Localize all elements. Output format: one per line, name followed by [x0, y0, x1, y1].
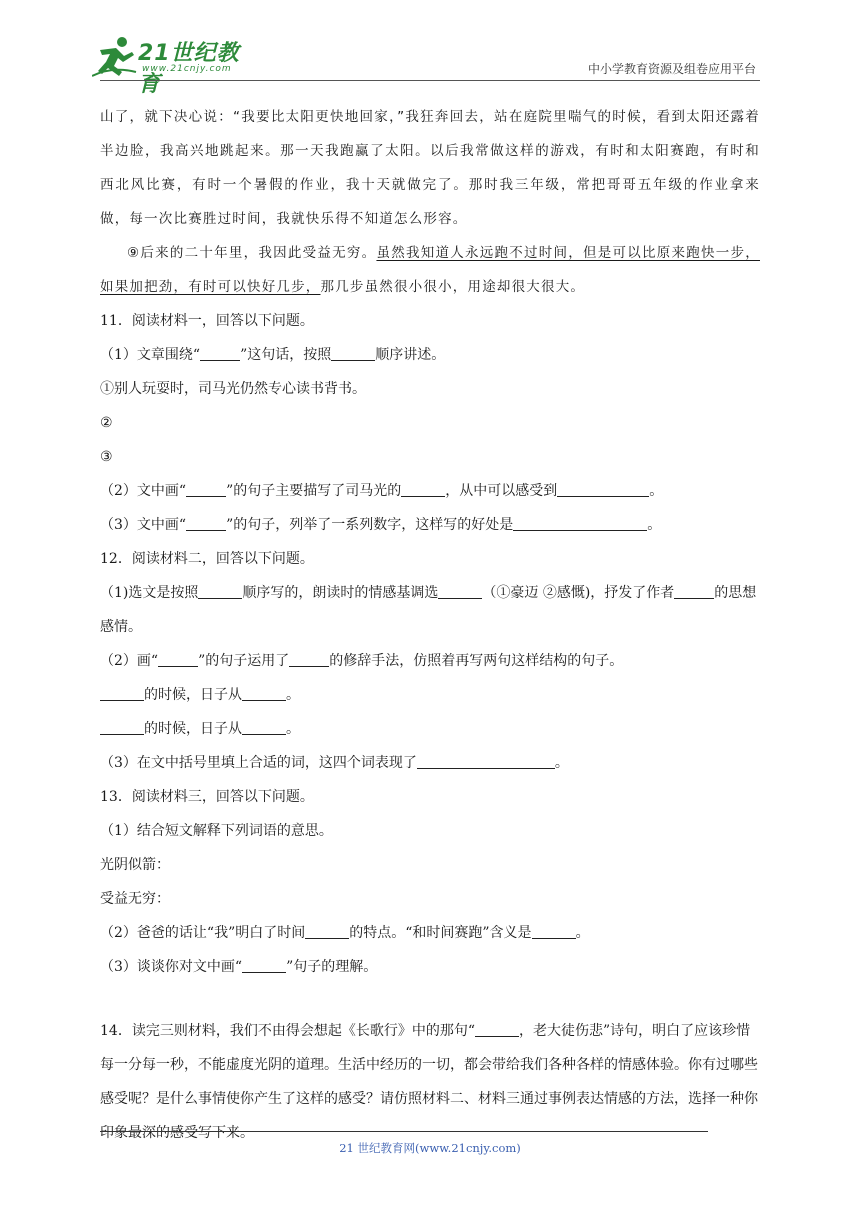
passage-text: ⑨后来的二十年里，我因此受益无穷。: [127, 245, 377, 261]
answer-blank[interactable]: [289, 652, 329, 667]
content: [100, 100, 760, 1150]
question-text: （3）文中画“: [100, 517, 187, 533]
question-text: ”的句子运用了: [198, 653, 290, 669]
question-12-2: [100, 644, 760, 678]
answer-blank[interactable]: [242, 958, 286, 973]
question-text: （2）爸爸的话让“我”明白了时间: [100, 925, 306, 941]
answer-blank[interactable]: [532, 924, 576, 939]
question-text: 的特点。“和时间赛跑”含义是: [349, 925, 532, 941]
question-text: （1)选文是按照: [100, 585, 199, 601]
question-text: ”的句子，列举了一系列数字，这样写的好处是: [226, 517, 514, 533]
imitation-line-2: [100, 712, 760, 746]
list-item: ②: [100, 415, 113, 431]
question-11-1: [100, 338, 760, 372]
answer-blank[interactable]: [198, 584, 242, 599]
answer-blank[interactable]: [200, 346, 240, 361]
answer-blank[interactable]: [100, 720, 144, 735]
question-text: 14．读完三则材料，我们不由得会想起《长歌行》中的那句“: [100, 1023, 475, 1039]
question-12-3: [100, 746, 760, 780]
runner-logo-icon: [92, 36, 138, 78]
answer-blank[interactable]: [242, 720, 286, 735]
spacer: [100, 984, 760, 1014]
question-text: 。: [649, 483, 664, 499]
question-12-1: [100, 576, 760, 644]
logo-url: www.21cnjy.com: [142, 64, 232, 74]
question-13-1: （1）结合短文解释下列词语的意思。: [100, 823, 333, 839]
question-text: （1）文章围绕“: [100, 347, 201, 363]
header-divider: [100, 80, 760, 81]
answer-blank[interactable]: [401, 482, 445, 497]
imitation-line-1: [100, 678, 760, 712]
footer-divider: [100, 1131, 708, 1132]
question-text: ”这句话，按照: [240, 347, 332, 363]
word-definition-1: 光阴似箭：: [100, 857, 170, 873]
passage-text: 那几步虽然很小很小，用途却很大很大。: [320, 279, 586, 295]
question-text: （2）画“: [100, 653, 159, 669]
platform-name: 中小学教育资源及组卷应用平台: [587, 62, 756, 76]
answer-blank[interactable]: [186, 516, 226, 531]
question-text: 的时候，日子从: [144, 721, 242, 737]
answer-blank[interactable]: [557, 482, 649, 497]
list-item: ③: [100, 449, 113, 465]
question-text: （①豪迈 ②感慨)，抒发了作者: [482, 585, 675, 601]
question-text: 顺序写的，朗读时的情感基调选: [242, 585, 439, 601]
list-item: ①别人玩耍时，司马光仍然专心读书背书。: [100, 381, 366, 397]
question-text: 的修辞手法，仿照着再写两句这样结构的句子。: [329, 653, 624, 669]
question-12-title: 12．阅读材料二，回答以下问题。: [100, 551, 314, 567]
answer-blank[interactable]: [186, 482, 226, 497]
question-text: 的思想感情。: [100, 585, 757, 635]
passage-text: 山了，就下决心说：“我要比太阳更快地回家，”我狂奔回去，站在庭院里喘气的时候，看到太阳还露着半边脸，我高兴地跳起来。那一天我跑赢了太阳。以后我常做这样的游戏，有时和太阳赛跑，有时和西北风比赛，有时一个暑假的作业，我十天就做完了。那时我三年级，常把哥哥五年级的作业拿来做，每一次比赛胜过时间，我就快乐得不知道怎么形容。: [100, 109, 760, 227]
site-logo[interactable]: [92, 34, 262, 97]
answer-blank[interactable]: [438, 584, 482, 599]
footer-link[interactable]: 21 世纪教育网(www.21cnjy.com): [339, 1141, 521, 1155]
question-text: ”句子的理解。: [286, 959, 378, 975]
question-text: 顺序讲述。: [375, 347, 446, 363]
answer-blank[interactable]: [100, 686, 144, 701]
answer-blank[interactable]: [475, 1022, 519, 1037]
answer-blank[interactable]: [305, 924, 349, 939]
passage-paragraph-9: [100, 236, 760, 304]
answer-blank[interactable]: [242, 686, 286, 701]
question-text: 。: [286, 687, 300, 703]
passage-paragraph: [100, 100, 760, 236]
question-text: 。: [286, 721, 300, 737]
logo-text: 21世纪教育: [138, 41, 240, 97]
question-11-3: [100, 508, 760, 542]
question-text: ，老大徒伤悲”诗句，明白了应该珍惜每一分每一秒，不能虚度光阴的道理。生活中经历的一切，都会带给我们各种各样的情感体验。你有过哪些感受呢？是什么事情使你产生了这样的感受？请仿照材料二、材料三通过事例表达情感的方法，选择一种你印象最深的感受写下来。: [100, 1023, 758, 1141]
question-text: 。: [647, 517, 662, 533]
question-text: 。: [575, 925, 590, 941]
answer-blank[interactable]: [158, 652, 198, 667]
question-13-2: [100, 916, 760, 950]
question-text: （3）在文中括号里填上合适的词，这四个词表现了: [100, 755, 417, 771]
answer-blank[interactable]: [513, 516, 647, 531]
question-text: 。: [554, 755, 569, 771]
question-text: （3）谈谈你对文中画“: [100, 959, 243, 975]
question-13-title: 13．阅读材料三，回答以下问题。: [100, 789, 314, 805]
question-11-2: [100, 474, 760, 508]
answer-blank[interactable]: [417, 754, 555, 769]
word-definition-2: 受益无穷：: [100, 891, 170, 907]
answer-blank[interactable]: [674, 584, 714, 599]
question-text: 的时候，日子从: [144, 687, 242, 703]
question-14: [100, 1014, 760, 1150]
underlined-sentence: 虽然我知道人永远跑不过时间，但是可以比原来跑快一步，如果加把劲，有时可以快好几步，: [100, 245, 760, 295]
question-13-3: [100, 950, 760, 984]
question-11-title: 11．阅读材料一，回答以下问题。: [100, 313, 314, 329]
question-text: ，从中可以感受到: [445, 483, 558, 499]
question-text: ”的句子主要描写了司马光的: [226, 483, 402, 499]
answer-blank[interactable]: [331, 346, 375, 361]
question-text: （2）文中画“: [100, 483, 187, 499]
